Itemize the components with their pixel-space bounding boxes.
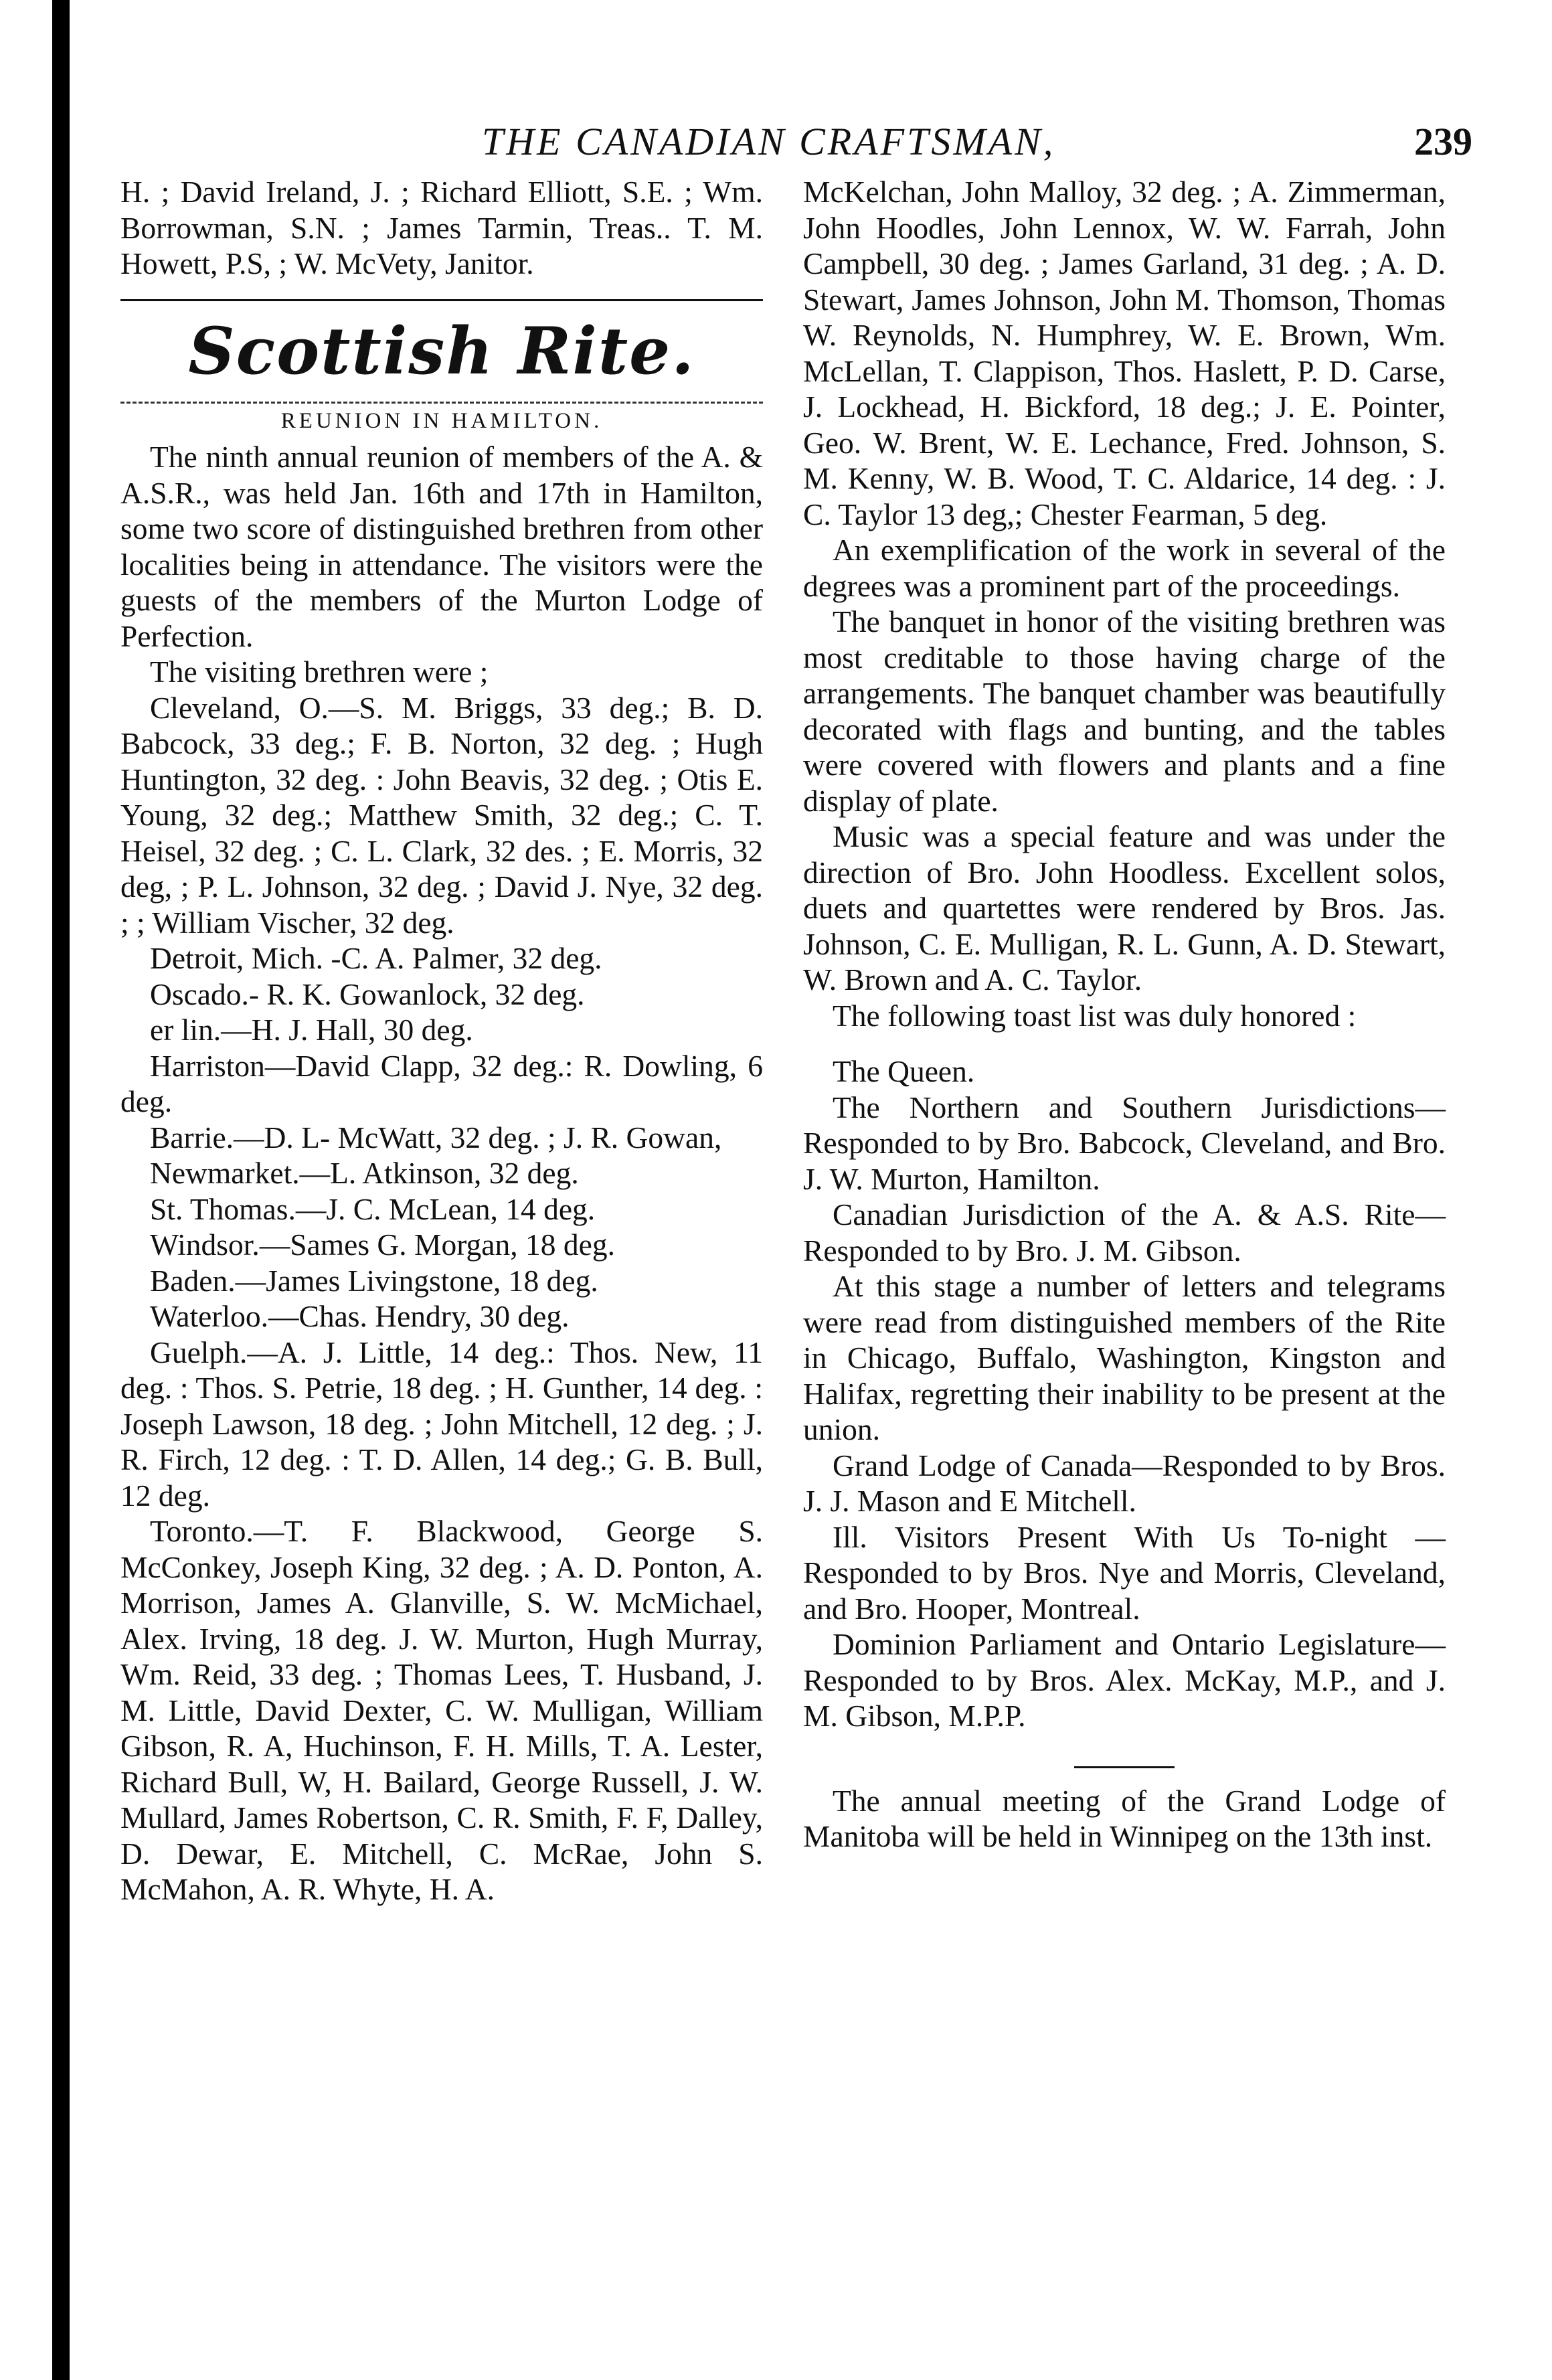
left-paragraphs-item: Detroit, Mich. -C. A. Palmer, 32 deg. (150, 941, 602, 975)
left-column (120, 174, 763, 1907)
right-paragraphs-item: McKelchan, John Malloy, 32 deg. ; A. Zimmerman, John Hoodles, John Lennox, W. W. Farrah, John Campbell, 30 deg. ; James Garland, 31 deg. ; A. D. Stewart, James Johnson, John M. Thomson, Thomas W. Reynolds, N. Humphrey, W. E. Brown, Wm. McLellan, T. Clappison, Thos. Haslett, P. D. Carse, J. Lockhead, H. Bickford, 18 deg.; J. E. Pointer, Geo. W. Brent, W. E. Lechance, Fred. Johnson, S. M. Kenny, W. B. Wood, T. C. Aldarice, 14 deg. : J. C. Taylor 13 deg,; Chester Fearman, 5 deg. (803, 175, 1446, 531)
left-paragraphs-item: er lin.—H. J. Hall, 30 deg. (150, 1013, 473, 1047)
right-paragraphs-item: Music was a special feature and was under the direction of Bro. John Hoodless. Excellent solos, duets and quartettes were rendered by Bros. Jas. Johnson, C. E. Mulligan, R. L. Gunn, A. D. Stewart, W. Brown and A. C. Taylor. (803, 819, 1446, 997)
right-paragraphs-item: The following toast list was duly honored : (833, 998, 1357, 1033)
toasts-item: The Northern and Southern Jurisdictions—Responded to by Bro. Babcock, Cleveland, and Bro. J. W. Murton, Hamilton. (803, 1090, 1446, 1196)
page-number: 239 (1414, 120, 1472, 163)
left-paragraphs-item: Guelph.—A. J. Little, 14 deg.: Thos. New, 11 deg. : Thos. S. Petrie, 18 deg. ; H. Gunther, 14 deg. : Joseph Lawson, 18 deg. ; John Mitchell, 12 deg. ; J. R. Firch, 12 deg. : T. D. Allen, 14 deg.; G. B. Bull, 12 deg. (120, 1335, 763, 1513)
left-paragraphs-item: The visiting brethren were ; (150, 655, 489, 689)
left-paragraphs-item: Oscado.- R. K. Gowanlock, 32 deg. (150, 976, 585, 1011)
section-title: Scottish Rite. (188, 313, 695, 389)
left-paragraphs-item: St. Thomas.—J. C. McLean, 14 deg. (150, 1191, 596, 1226)
left-paragraphs-item: Toronto.—T. F. Blackwood, George S. McConkey, Joseph King, 32 deg. ; A. D. Ponton, A. Morrison, James A. Glanville, S. W. McMichael, Alex. Irving, 18 deg. J. W. Murton, Hugh Murray, Wm. Reid, 33 deg. ; Thomas Lees, T. Husband, J. M. Little, David Dexter, C. W. Mulligan, William Gibson, R. A, Huchinson, F. H. Mills, T. A. Lester, Richard Bull, W, H. Bailard, George Russell, J. W. Mullard, James Robertson, C. R. Smith, F. F, Dalley, D. Dewar, E. Mitchell, C. McRae, John S. McMahon, A. R. Whyte, H. A. (120, 1514, 763, 1906)
left-paragraphs-item: Windsor.—Sames G. Morgan, 18 deg. (150, 1227, 615, 1262)
section-subtitle: REUNION IN HAMILTON. (280, 408, 603, 433)
binding-edge (52, 0, 70, 2380)
toasts-item: Ill. Visitors Present With Us To-night —Responded to by Bros. Nye and Morris, Cleveland, and Bro. Hooper, Montreal. (803, 1519, 1446, 1626)
closing-rule (1074, 1766, 1175, 1768)
toasts-item: Dominion Parliament and Ontario Legislature—Responded to by Bros. Alex. McKay, M.P., and J. M. Gibson, M.P.P. (803, 1627, 1446, 1733)
toasts-item: Canadian Jurisdiction of the A. & A.S. Rite—Responded to by Bro. J. M. Gibson. (803, 1197, 1446, 1268)
closing-note: The annual meeting of the Grand Lodge of Manitoba will be held in Winnipeg on the 13th inst. (803, 1783, 1446, 1853)
left-paragraphs-item: Barrie.—D. L- McWatt, 32 deg. ; J. R. Gowan, (150, 1120, 722, 1155)
right-paragraphs-item: An exemplification of the work in several of the degrees was a prominent part of the proceedings. (803, 533, 1446, 603)
page-header (120, 94, 1472, 174)
toasts-item: At this stage a number of letters and telegrams were read from distinguished members of the Rite in Chicago, Buffalo, Washington, Kingston and Halifax, regretting their inability to be present at the union. (803, 1269, 1446, 1446)
running-title: THE CANADIAN CRAFTSMAN, (482, 120, 1056, 163)
right-paragraphs-item: The banquet in honor of the visiting brethren was most creditable to those having charge of the arrangements. The banquet chamber was beautifully decorated with flags and bunting, and the tables were covered with flowers and plants and a fine display of plate. (803, 604, 1446, 818)
intro-paragraph: H. ; David Ireland, J. ; Richard Elliott, S.E. ; Wm. Borrowman, S.N. ; James Tarmin, Treas.. T. M. Howett, P.S, ; W. McVety, Janitor. (120, 175, 763, 280)
toast-gap (803, 1033, 1446, 1053)
left-paragraphs-item: Cleveland, O.—S. M. Briggs, 33 deg.; B. D. Babcock, 33 deg.; F. B. Norton, 32 deg. ; Hugh Huntington, 32 deg. : John Beavis, 32 deg. ; Otis E. Young, 32 deg.; Matthew Smith, 32 deg.; C. T. Heisel, 32 deg. ; C. L. Clark, 32 des. ; E. Morris, 32 deg, ; P. L. Johnson, 32 deg. ; David J. Nye, 32 deg. ; ; William Vischer, 32 deg. (120, 690, 763, 940)
left-paragraphs-item: Harriston—David Clapp, 32 deg.: R. Dowling, 6 deg. (120, 1048, 763, 1118)
right-column (803, 174, 1446, 1855)
right-column-body (803, 174, 1446, 1033)
left-paragraphs-item: The ninth annual reunion of members of the A. & A.S.R., was held Jan. 16th and 17th in Hamilton, some two score of distinguished brethren from other localities being in attendance. The visitors were the guests of the members of the Murton Lodge of Perfection. (120, 440, 763, 653)
toasts-item: The Queen. (833, 1054, 975, 1088)
left-column-body (120, 439, 763, 1907)
left-paragraphs-item: Baden.—James Livingstone, 18 deg. (150, 1263, 598, 1298)
toasts-item: Grand Lodge of Canada—Responded to by Bros. J. J. Mason and E Mitchell. (803, 1448, 1446, 1518)
left-paragraphs-item: Newmarket.—L. Atkinson, 32 deg. (150, 1156, 579, 1190)
left-paragraphs-item: Waterloo.—Chas. Hendry, 30 deg. (150, 1299, 570, 1333)
toast-list (803, 1053, 1446, 1734)
